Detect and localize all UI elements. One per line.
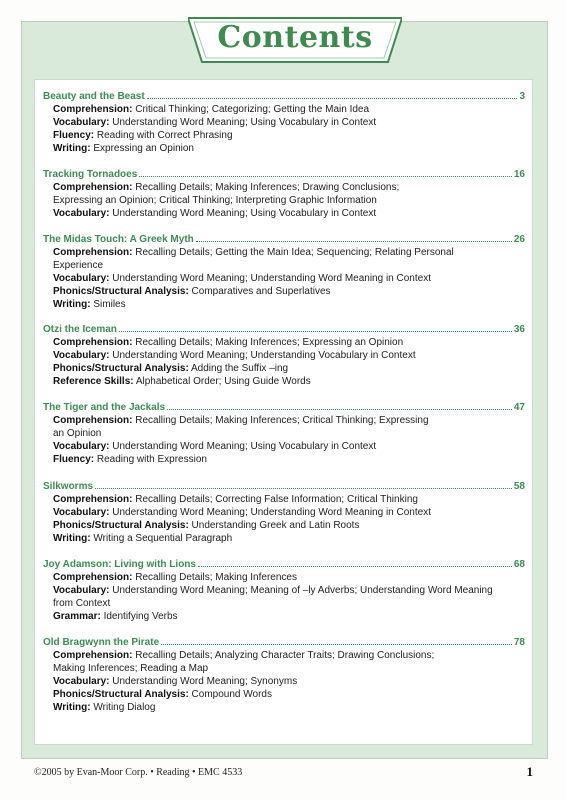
skill-list: Writing Dialog: [90, 702, 156, 713]
skill-list: Writing a Sequential Paragraph: [90, 533, 233, 544]
dot-leader: [147, 97, 518, 99]
skill-line: [53, 336, 525, 349]
skill-category: Vocabulary:: [53, 117, 110, 128]
skill-list: Alphabetical Order; Using Guide Words: [133, 376, 311, 387]
skill-line: [53, 427, 525, 440]
skill-line: [53, 349, 525, 362]
dot-leader: [196, 240, 512, 242]
skill-category: Vocabulary:: [53, 208, 110, 219]
skill-list: Recalling Details; Making Inferences: [132, 572, 297, 583]
skill-category: Vocabulary:: [53, 585, 110, 596]
toc-entry: [43, 323, 525, 388]
skill-line: [53, 142, 525, 155]
skill-line: [53, 675, 525, 688]
toc-entry-heading[interactable]: [43, 401, 525, 414]
toc-entry-heading[interactable]: [43, 90, 525, 103]
skill-line: [53, 571, 525, 584]
dot-leader: [139, 175, 512, 177]
skill-line: [53, 453, 525, 466]
skill-line: [53, 181, 525, 194]
skill-list: Recalling Details; Making Inferences; Drawing Conclusions;: [132, 182, 400, 193]
skill-list: Expressing an Opinion; Critical Thinking; Interpreting Graphic Information: [53, 195, 377, 206]
skill-line: [53, 597, 525, 610]
toc-entry-title: Old Bragwynn the Pirate: [43, 637, 160, 648]
skill-line: [53, 285, 525, 298]
skill-line: [53, 298, 525, 311]
skill-category: Writing:: [53, 533, 91, 544]
skill-line: [53, 519, 525, 532]
skill-list: Understanding Word Meaning; Using Vocabulary in Context: [109, 441, 377, 452]
skill-category: Comprehension:: [53, 572, 133, 583]
skill-list: Identifying Verbs: [100, 611, 178, 622]
skill-category: Vocabulary:: [53, 273, 110, 284]
toc-entry-page-number: 16: [513, 169, 525, 180]
skill-line: [53, 662, 525, 675]
skill-category: Writing:: [53, 702, 91, 713]
toc-entry-title: Tracking Tornadoes: [43, 169, 138, 180]
toc-entry-page-number: 36: [513, 324, 525, 335]
skill-line: [53, 440, 525, 453]
skill-line: [53, 414, 525, 427]
toc-entry-heading[interactable]: [43, 323, 525, 336]
skill-line: [53, 246, 525, 259]
skill-category: Phonics/Structural Analysis:: [53, 689, 189, 700]
toc-entry-page-number: 26: [513, 234, 525, 245]
skill-line: [53, 506, 525, 519]
toc-entry-heading[interactable]: [43, 636, 525, 649]
skill-line: [53, 649, 525, 662]
skill-list: Adding the Suffix –ing: [188, 363, 289, 374]
toc-entry-page-number: 47: [513, 402, 525, 413]
skill-line: [53, 688, 525, 701]
toc-entry-heading[interactable]: [43, 558, 525, 571]
skill-line: [53, 493, 525, 506]
skill-line: [53, 194, 525, 207]
skill-category: Grammar:: [53, 611, 101, 622]
skill-list: Experience: [53, 260, 104, 271]
toc-entry-heading[interactable]: [43, 480, 525, 493]
toc-entry: [43, 401, 525, 466]
skill-category: Phonics/Structural Analysis:: [53, 520, 189, 531]
footer-copyright: ©2005 by Evan-Moor Corp. • Reading • EMC 4533: [34, 767, 243, 778]
dot-leader: [198, 565, 512, 567]
skill-category: Comprehension:: [53, 104, 133, 115]
skill-list: Reading with Expression: [94, 454, 207, 465]
toc-entry-title: Beauty and the Beast: [43, 91, 145, 102]
skill-list: an Opinion: [53, 428, 102, 439]
skill-list: Understanding Word Meaning; Understanding Word Meaning in Context: [109, 507, 431, 518]
contents-banner: [188, 14, 402, 64]
skill-category: Comprehension:: [53, 182, 133, 193]
skill-list: Critical Thinking; Categorizing; Getting the Main Idea: [132, 104, 370, 115]
skill-list: Reading with Correct Phrasing: [94, 130, 233, 141]
skill-line: [53, 272, 525, 285]
skill-category: Vocabulary:: [53, 350, 110, 361]
dot-leader: [119, 330, 512, 332]
skill-line: [53, 584, 525, 597]
skill-category: Comprehension:: [53, 494, 133, 505]
skill-line: [53, 701, 525, 714]
skill-list: Understanding Word Meaning; Using Vocabulary in Context: [109, 208, 377, 219]
skill-list: Understanding Word Meaning; Understanding Vocabulary in Context: [109, 350, 416, 361]
toc-entry-title: The Midas Touch: A Greek Myth: [43, 234, 194, 245]
skill-line: [53, 116, 525, 129]
skill-category: Vocabulary:: [53, 676, 110, 687]
toc-entry: [43, 558, 525, 623]
skill-category: Writing:: [53, 143, 91, 154]
skill-category: Comprehension:: [53, 247, 133, 258]
skill-category: Writing:: [53, 299, 91, 310]
skill-category: Fluency:: [53, 130, 95, 141]
skill-category: Vocabulary:: [53, 441, 110, 452]
skill-line: [53, 103, 525, 116]
skill-list: Recalling Details; Analyzing Character Traits; Drawing Conclusions;: [132, 650, 435, 661]
toc-entry-page-number: 3: [519, 91, 525, 102]
toc-entry-title: The Tiger and the Jackals: [43, 402, 166, 413]
skill-category: Phonics/Structural Analysis:: [53, 363, 189, 374]
toc-entry: [43, 233, 525, 311]
skill-category: Reference Skills:: [53, 376, 134, 387]
skill-list: Similes: [90, 299, 126, 310]
toc-entry-title: Otzi the Iceman: [43, 324, 117, 335]
skill-list: from Context: [53, 598, 111, 609]
skill-list: Understanding Word Meaning; Meaning of –ly Adverbs; Understanding Word Meaning: [109, 585, 493, 596]
skill-line: [53, 532, 525, 545]
toc-entry-page-number: 68: [513, 559, 525, 570]
dot-leader: [167, 408, 512, 410]
skill-line: [53, 362, 525, 375]
toc-entry-heading[interactable]: [43, 233, 525, 246]
skill-list: Expressing an Opinion: [90, 143, 194, 154]
skill-list: Comparatives and Superlatives: [188, 286, 331, 297]
skill-category: Fluency:: [53, 454, 95, 465]
skill-list: Recalling Details; Making Inferences; Critical Thinking; Expressing: [132, 415, 429, 426]
skill-category: Vocabulary:: [53, 507, 110, 518]
skill-list: Recalling Details; Correcting False Information; Critical Thinking: [132, 494, 418, 505]
skill-list: Understanding Word Meaning; Understanding Word Meaning in Context: [109, 273, 431, 284]
skill-list: Understanding Word Meaning; Synonyms: [109, 676, 298, 687]
skill-list: Understanding Greek and Latin Roots: [188, 520, 360, 531]
dot-leader: [161, 643, 512, 645]
skill-category: Phonics/Structural Analysis:: [53, 286, 189, 297]
skill-list: Understanding Word Meaning; Using Vocabulary in Context: [109, 117, 377, 128]
toc-entry: [43, 636, 525, 714]
toc-entry: [43, 480, 525, 545]
toc-entry: [43, 168, 525, 220]
toc-entry-heading[interactable]: [43, 168, 525, 181]
toc-entry-title: Silkworms: [43, 481, 94, 492]
toc-entry: [43, 90, 525, 155]
toc-entry-title: Joy Adamson: Living with Lions: [43, 559, 196, 570]
skill-category: Comprehension:: [53, 650, 133, 661]
skill-list: Recalling Details; Making Inferences; Expressing an Opinion: [132, 337, 404, 348]
dot-leader: [95, 487, 512, 489]
skill-category: Comprehension:: [53, 415, 133, 426]
page-title: Contents: [217, 20, 373, 55]
skill-list: Making Inferences; Reading a Map: [53, 663, 209, 674]
skill-line: [53, 375, 525, 388]
skill-line: [53, 207, 525, 220]
toc-entry-page-number: 78: [513, 637, 525, 648]
skill-list: Recalling Details; Getting the Main Idea; Sequencing; Relating Personal: [132, 247, 454, 258]
skill-line: [53, 259, 525, 272]
skill-line: [53, 610, 525, 623]
footer-page-number: 1: [526, 764, 533, 779]
skill-category: Comprehension:: [53, 337, 133, 348]
skill-line: [53, 129, 525, 142]
toc-entry-page-number: 58: [513, 481, 525, 492]
skill-list: Compound Words: [188, 689, 272, 700]
